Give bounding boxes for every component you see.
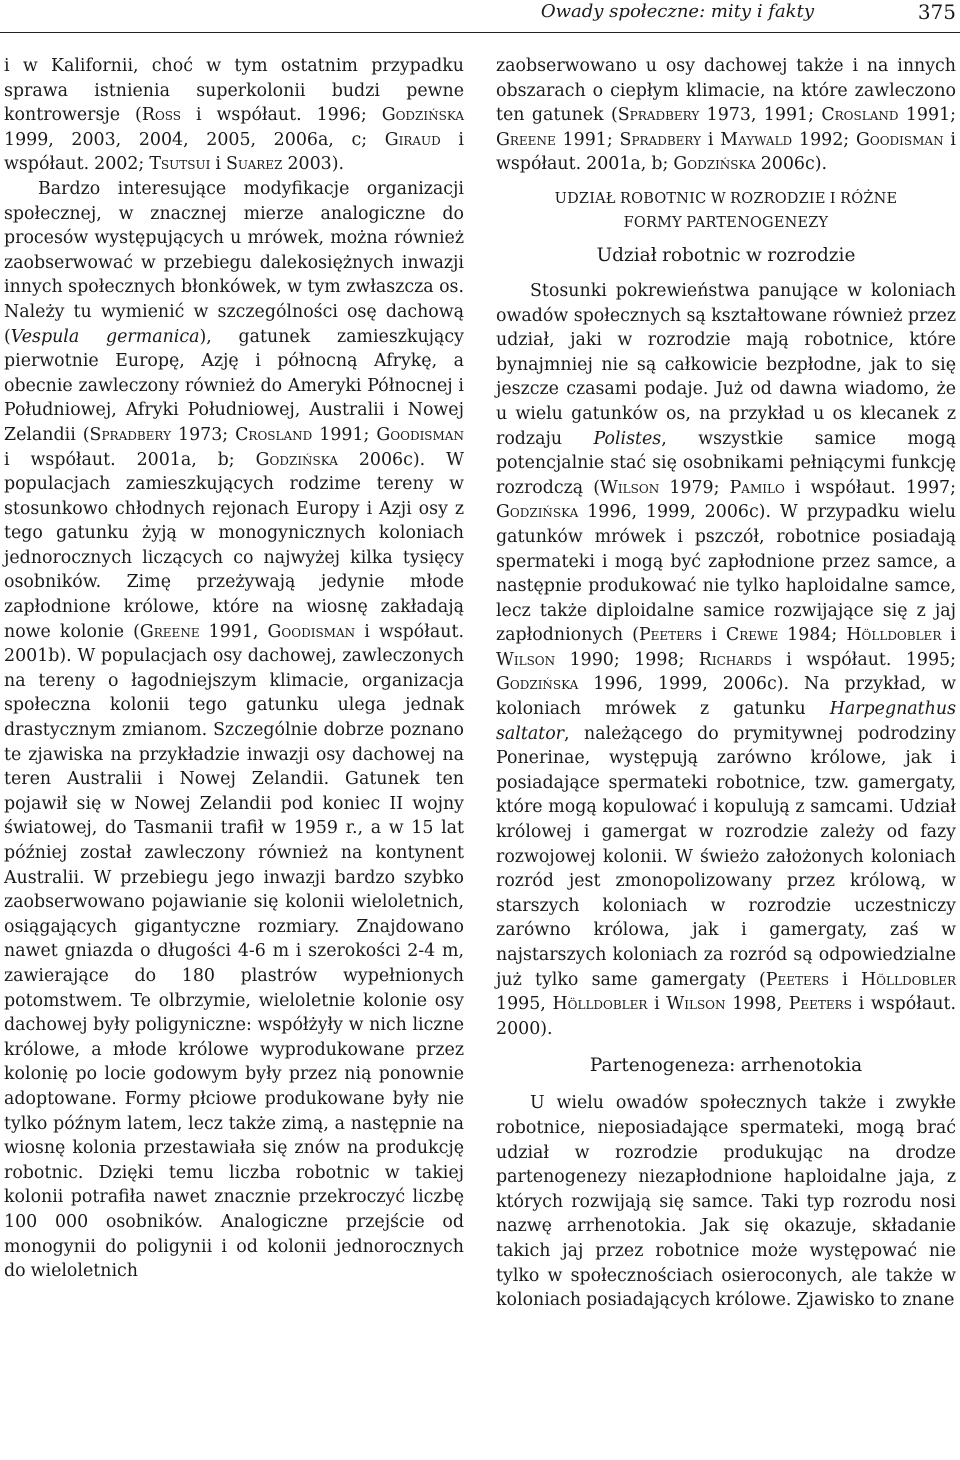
author-citation: Maywald	[720, 129, 793, 150]
paragraph-continuation: zaobserwowano u osy dachowej także i na innych obszarach o ciepłym klimacie, na które zawleczono ten gatunek (Spradbery 1973, 1991; Crosland 1991; Greene 1991; Spradbery i Maywald 1992; Goodisman i współaut. 2001a, b; Godzińska 2006c).	[496, 56, 956, 175]
author-citation: Spradbery	[89, 424, 172, 445]
author-citation: Hölldobler	[861, 969, 956, 990]
author-citation: Giraud	[384, 129, 441, 150]
author-citation: Wilson	[600, 477, 660, 498]
author-citation: Peeters	[638, 625, 703, 646]
species-name: Vespula germanica	[10, 326, 200, 347]
species-name: Harpegnathus saltator	[496, 699, 956, 744]
author-citation: Wilson	[496, 649, 556, 670]
paragraph-worker-reproduction: Stosunki pokrewieństwa panujące w koloniach owadów społecznych są kształtowane również przez udział, jaki w rozrodzie mają robotnice, które bynajmniej nie są całkowicie bezpłodne, jak to się jeszcze czasami podaje. Już od dawna wiadomo, że u wielu gatunków os, na przykład u os klecanek z rodzaju Polistes, wszystkie samice mogą potencjalnie stać się osobnikami pełniącymi funkcję rozrodczą (Wilson 1979; Pamilo i współaut. 1997; Godzińska 1996, 1999, 2006c). W przypadku wielu gatunków mrówek i pszczół, robotnice posiadają spermateki i mogą być zapłodnione przez samce, a następnie produkować nie tylko haploidalne samce, lecz także diploidalne samice rozwijające się z jaj zapłodnionych (Peeters i Crewe 1984; Hölldobler i Wilson 1990; 1998; Richards i współaut. 1995; Godzińska 1996, 1999, 2006c). Na przykład, w koloniach mrówek z gatunku Harpegnathus saltator, należącego do prymitywnej podrodziny Ponerinae, występują zarówno królowe, jak i posiadające spermateki robotnice, tzw. gamergaty, które mogą kopulować i kopulują z samcami. Udział królowej i gamergat w rozrodzie zależy od fazy rozwojowej kolonii. W świeżo założonych koloniach rozród jest zmonopolizowany przez królową, w starszych koloniach w rozrodzie uczestniczy zarówno królowa, jak i gamergaty, zaś w najstarszych koloniach za rozród są odpowiedzialne już tylko same gamergaty (Peeters i Hölldobler 1995, Hölldobler i Wilson 1998, Peeters i współaut. 2000).	[496, 280, 956, 1039]
author-citation: Spradbery	[617, 105, 700, 126]
author-citation: Crosland	[235, 424, 313, 445]
author-citation: Goodisman	[855, 129, 944, 150]
paragraph-continuation: i w Kalifornii, choć w tym ostatnim przypadku sprawa istnienia superkolonii budzi pewne kontrowersje (Ross i współaut. 1996; Godzińska 1999, 2003, 2004, 2005, 2006a, c; Giraud i współaut. 2002; Tsutsui i Suarez 2003).	[4, 56, 464, 175]
left-column	[4, 54, 464, 1284]
author-citation: Tsutsui	[149, 154, 211, 175]
page-number: 375	[917, 0, 956, 24]
author-citation: Wilson	[666, 994, 726, 1015]
author-citation: Suarez	[225, 154, 283, 175]
author-citation: Peeters	[765, 969, 830, 990]
genus-name: Polistes	[593, 428, 662, 449]
subsection-heading: Partenogeneza: arrhenotokia	[589, 1055, 863, 1077]
author-citation: Ross	[141, 105, 182, 126]
author-citation: Godzińska	[673, 154, 756, 175]
author-citation: Greene	[496, 129, 556, 150]
author-citation: Peeters	[788, 994, 852, 1015]
author-citation: Greene	[139, 621, 200, 642]
right-column	[496, 54, 956, 1313]
author-citation: Crewe	[725, 625, 779, 646]
author-citation: Hölldobler	[846, 625, 942, 646]
author-citation: Godzińska	[381, 105, 464, 126]
author-citation: Godzińska	[496, 674, 579, 695]
author-citation: Spradbery	[619, 129, 702, 150]
subsection-heading: Udział robotnic w rozrodzie	[596, 244, 856, 266]
running-title: Owady społeczne: mity i fakty	[540, 1, 814, 22]
author-citation: Godzińska	[496, 502, 579, 523]
section-heading: UDZIAŁ ROBOTNIC W ROZRODZIE I RÓŻNE FORMY PARTENOGENEZY	[554, 190, 898, 231]
author-citation: Richards	[698, 649, 772, 670]
author-citation: Goodisman	[267, 621, 356, 642]
paragraph-vespula: Bardzo interesujące modyfikacje organizacji społecznej, w znacznej mierze analogiczne do procesów występujących u mrówek, można również zaobserwować w przebiegu dalekosiężnych inwazji innych społecznych błonkówek, w tym zwłaszcza os. Należy tu wymienić w szczególności osę dachową (Vespula germanica), gatunek zamieszkujący pierwotnie Europę, Azję i północną Afrykę, a obecnie zawleczony również do Ameryki Północnej i Południowej, Afryki Południowej, Australii i Nowej Zelandii (Spradbery 1973; Crosland 1991; Goodisman i współaut. 2001a, b; Godzińska 2006c). W populacjach zamieszkujących rodzime tereny w stosunkowo chłodnych rejonach Europy i Azji osy z tego gatunku żyją w monogynicznych koloniach jednorocznych liczących co najwyżej kilka tysięcy osobników. Zimę przeżywają jedynie młode zapłodnione królowe, które na wiosnę zakładają nowe kolonie (Greene 1991, Goodisman i współaut. 2001b). W populacjach osy dachowej, zawleczonych na tereny o łagodniejszym klimacie, organizacja społeczna kolonii tego gatunku ulega jednak drastycznym zmianom. Szczególnie dobrze poznano te zjawiska na przykładzie inwazji osy dachowej na teren Australii i Nowej Zelandii. Gatunek ten pojawił się w Nowej Zelandii pod koniec II wojny światowej, do Tasmanii trafił w 1959 r., a w 15 lat później został zawleczony również na kontynent Australii. W przebiegu jego inwazji bardzo szybko zaobserwowano pojawianie się kolonii wieloletnich, osiągających gigantyczne rozmiary. Znajdowano nawet gniazda o długości 4-6 m i szerokości 2-4 m, zawierające do 180 plastrów wypełnionych potomstwem. Te olbrzymie, wieloletnie kolonie osy dachowej były poligyniczne: współżyły w nich liczne królowe, a młode królowe wyprodukowane przez kolonię po locie godowym były przez nią ponownie adoptowane. Formy płciowe produkowane były nie tylko późnym latem, lecz także zimą, a następnie na wiosnę kolonia przestawiała się znów na produkcję robotnic. Dzięki temu liczba robotnic w takiej kolonii potrafiła nawet znacznie przekroczyć liczbę 100 000 osobników. Analogiczne przejście od monogynii do poligynii i od kolonii jednorocznych do wieloletnich	[4, 178, 464, 1282]
author-citation: Pamilo	[729, 477, 785, 498]
author-citation: Godzińska	[255, 449, 338, 470]
paragraph-arrhenotoky: U wielu owadów społecznych także i zwykłe robotnice, nieposiadające spermateki, mogą brać udział w rozrodzie produkując na drodze partenogenezy niezapłodnione haploidalne jaja, z których rozwijają się samce. Taki typ rozrodu nosi nazwę arrhenotokia. Jak się okazuje, składanie takich jaj przez robotnice może występować nie tylko w społecznościach osieroconych, ale także w koloniach posiadających królowe. Zjawisko to znane	[496, 1093, 956, 1311]
page-header	[0, 0, 960, 33]
author-citation: Hölldobler	[552, 994, 648, 1015]
author-citation: Crosland	[821, 105, 899, 126]
author-citation: Goodisman	[376, 424, 464, 445]
